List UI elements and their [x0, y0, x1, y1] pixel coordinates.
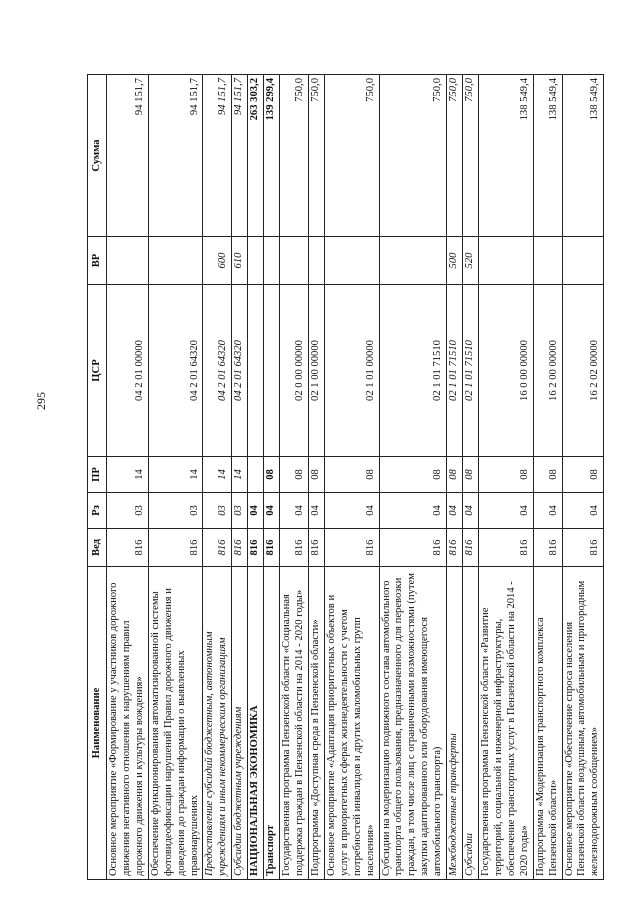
row-ved-cell: 816: [148, 529, 203, 567]
table-row: [478, 75, 533, 880]
row-sum-cell: 138 549,4: [478, 75, 533, 237]
row-rz-cell: 04: [463, 493, 479, 529]
row-rz-cell: 04: [379, 493, 447, 529]
row-pr-cell: 08: [280, 457, 309, 493]
row-vr-cell: [264, 237, 280, 285]
row-name-cell: Основное мероприятие «Формирование у участников дорожного движения негативного отношения к нарушениям правил дорожного движения и культуры вождения»: [107, 567, 149, 880]
row-vr-cell: [148, 237, 203, 285]
row-vr-cell: [308, 237, 324, 285]
row-pr-cell: 08: [264, 457, 280, 493]
row-name-cell: Предоставление субсидий бюджетным, автономным учреждениям и иным некоммерческим организациям: [203, 567, 232, 880]
table-row: [203, 75, 232, 880]
row-csr-cell: [248, 285, 264, 457]
row-sum-cell: 138 549,4: [533, 75, 562, 237]
row-csr-cell: 04 2 01 00000: [107, 285, 149, 457]
table-header-row: [88, 75, 107, 880]
row-rz-cell: 04: [308, 493, 324, 529]
row-rz-cell: 04: [264, 493, 280, 529]
row-pr-cell: 08: [308, 457, 324, 493]
row-ved-cell: 816: [379, 529, 447, 567]
row-pr-cell: 14: [203, 457, 232, 493]
table-row: [148, 75, 203, 880]
row-csr-cell: 02 0 00 00000: [280, 285, 309, 457]
row-vr-cell: 520: [463, 237, 479, 285]
row-name-cell: Транспорт: [264, 567, 280, 880]
row-sum-cell: 750,0: [308, 75, 324, 237]
table-row: [324, 75, 379, 880]
row-name-cell: Субсидии на модернизацию подвижного состава автомобильного транспорта общего пользования, предназначенного для перевозки граждан, в том числе лиц с ограниченными возможностями (путем закупки адаптированного или оборудования имеющегося автомобильного транспорта): [379, 567, 447, 880]
row-name-cell: Подпрограмма «Модернизация транспортного комплекса Пензенской области»: [533, 567, 562, 880]
row-rz-cell: 03: [148, 493, 203, 529]
row-rz-cell: 04: [533, 493, 562, 529]
row-sum-cell: 94 151,7: [232, 75, 248, 237]
row-sum-cell: 750,0: [280, 75, 309, 237]
row-pr-cell: 08: [478, 457, 533, 493]
row-rz-cell: 04: [324, 493, 379, 529]
header-vr: ВР: [88, 237, 107, 285]
row-rz-cell: 04: [248, 493, 264, 529]
header-sum: Сумма: [88, 75, 107, 237]
table-row: [107, 75, 149, 880]
table-row: [232, 75, 248, 880]
row-csr-cell: 16 2 02 00000: [562, 285, 604, 457]
row-vr-cell: 600: [203, 237, 232, 285]
row-name-cell: НАЦИОНАЛЬНАЯ ЭКОНОМИКА: [248, 567, 264, 880]
row-rz-cell: 04: [280, 493, 309, 529]
table-row: [447, 75, 463, 880]
row-csr-cell: 04 2 01 64320: [203, 285, 232, 457]
row-rz-cell: 04: [478, 493, 533, 529]
row-ved-cell: 816: [264, 529, 280, 567]
table-row: [533, 75, 562, 880]
table-body: [107, 75, 604, 880]
table-row: [463, 75, 479, 880]
row-ved-cell: 816: [308, 529, 324, 567]
row-vr-cell: [248, 237, 264, 285]
row-csr-cell: 04 2 01 64320: [148, 285, 203, 457]
row-name-cell: Субсидии бюджетным учреждениям: [232, 567, 248, 880]
row-rz-cell: 03: [107, 493, 149, 529]
row-sum-cell: 94 151,7: [107, 75, 149, 237]
row-csr-cell: 02 1 01 71510: [447, 285, 463, 457]
table-row: [308, 75, 324, 880]
row-sum-cell: 94 151,7: [203, 75, 232, 237]
header-pr: ПР: [88, 457, 107, 493]
row-sum-cell: 750,0: [324, 75, 379, 237]
row-rz-cell: 03: [203, 493, 232, 529]
row-pr-cell: 08: [447, 457, 463, 493]
row-sum-cell: 750,0: [379, 75, 447, 237]
row-csr-cell: [264, 285, 280, 457]
header-csr: ЦСР: [88, 285, 107, 457]
row-name-cell: Субсидии: [463, 567, 479, 880]
row-ved-cell: 816: [463, 529, 479, 567]
row-sum-cell: 750,0: [447, 75, 463, 237]
row-ved-cell: 816: [478, 529, 533, 567]
table-row: [264, 75, 280, 880]
row-sum-cell: 139 299,4: [264, 75, 280, 237]
row-vr-cell: 610: [232, 237, 248, 285]
header-ved: Вед: [88, 529, 107, 567]
table-row: [562, 75, 604, 880]
row-name-cell: Обеспечение функционирования автоматизированной системы фотовидеофиксации нарушений Правил дорожного движения и доведения до граждан информации о выявленных правонарушениях: [148, 567, 203, 880]
row-sum-cell: 138 549,4: [562, 75, 604, 237]
table-row: [280, 75, 309, 880]
row-ved-cell: 816: [324, 529, 379, 567]
row-vr-cell: [562, 237, 604, 285]
table-row: [379, 75, 447, 880]
row-pr-cell: 08: [463, 457, 479, 493]
budget-table: [87, 74, 604, 880]
row-csr-cell: 16 2 00 00000: [533, 285, 562, 457]
row-sum-cell: 94 151,7: [148, 75, 203, 237]
header-rz: Рз: [88, 493, 107, 529]
row-pr-cell: 08: [324, 457, 379, 493]
header-name: Наименование: [88, 567, 107, 880]
row-pr-cell: 08: [379, 457, 447, 493]
row-vr-cell: [478, 237, 533, 285]
row-vr-cell: 500: [447, 237, 463, 285]
row-csr-cell: 16 0 00 00000: [478, 285, 533, 457]
row-ved-cell: 816: [248, 529, 264, 567]
row-rz-cell: 04: [562, 493, 604, 529]
rotated-table-container: [87, 75, 601, 880]
row-ved-cell: 816: [562, 529, 604, 567]
row-csr-cell: 02 1 01 00000: [324, 285, 379, 457]
row-name-cell: Государственная программа Пензенской области «Развитие территорий, социальной и инженерной инфраструктуры, обеспечение транспортных услуг в Пензенской области на 2014 - 2020 годы»: [478, 567, 533, 880]
row-vr-cell: [379, 237, 447, 285]
row-csr-cell: 02 1 01 71510: [379, 285, 447, 457]
row-sum-cell: 263 303,2: [248, 75, 264, 237]
row-vr-cell: [533, 237, 562, 285]
row-vr-cell: [280, 237, 309, 285]
row-pr-cell: 08: [562, 457, 604, 493]
table-row: [248, 75, 264, 880]
row-name-cell: Государственная программа Пензенской области «Социальная поддержка граждан в Пензенской области на 2014 - 2020 годы»: [280, 567, 309, 880]
row-vr-cell: [324, 237, 379, 285]
row-csr-cell: 02 1 00 00000: [308, 285, 324, 457]
row-pr-cell: 14: [232, 457, 248, 493]
row-pr-cell: [248, 457, 264, 493]
row-pr-cell: 14: [107, 457, 149, 493]
row-rz-cell: 04: [447, 493, 463, 529]
row-name-cell: Основное мероприятие «Адаптация приоритетных объектов и услуг в приоритетных сферах жизнедеятельности с учетом потребностей инвалидов и других маломобильных групп населения»: [324, 567, 379, 880]
row-csr-cell: 04 2 01 64320: [232, 285, 248, 457]
row-ved-cell: 816: [107, 529, 149, 567]
row-ved-cell: 816: [533, 529, 562, 567]
row-sum-cell: 750,0: [463, 75, 479, 237]
row-ved-cell: 816: [280, 529, 309, 567]
page-number: 295: [34, 392, 48, 410]
row-name-cell: Основное мероприятие «Обеспечение спроса населения Пензенской области воздушным, автомобильным и пригородным железнодорожным сообщением»: [562, 567, 604, 880]
row-vr-cell: [107, 237, 149, 285]
row-name-cell: Подпрограмма «Доступная среда в Пензенской области»: [308, 567, 324, 880]
row-pr-cell: 14: [148, 457, 203, 493]
row-pr-cell: 08: [533, 457, 562, 493]
row-ved-cell: 816: [232, 529, 248, 567]
row-ved-cell: 816: [203, 529, 232, 567]
row-name-cell: Межбюджетные трансферты: [447, 567, 463, 880]
row-csr-cell: 02 1 01 71510: [463, 285, 479, 457]
row-ved-cell: 816: [447, 529, 463, 567]
row-rz-cell: 03: [232, 493, 248, 529]
